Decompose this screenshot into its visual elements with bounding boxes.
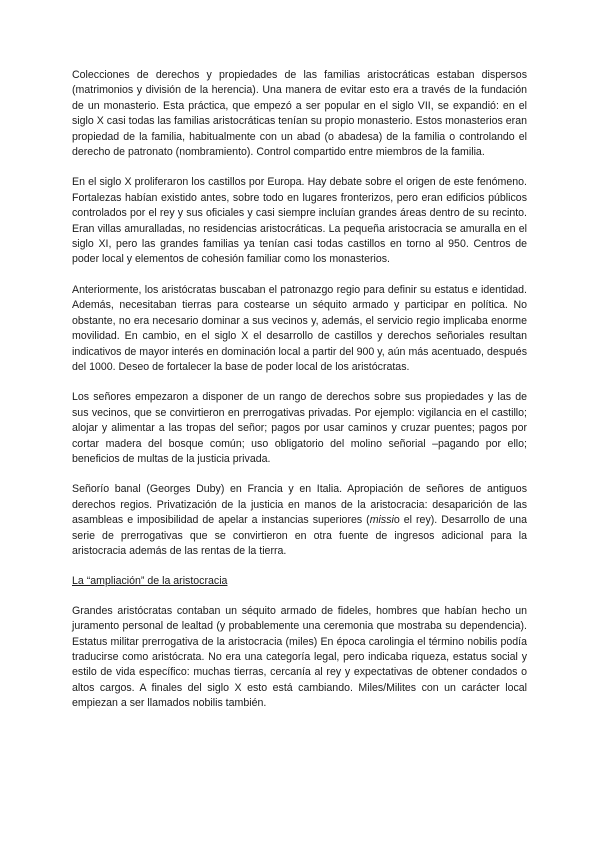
paragraph-aristocracy-expansion: Grandes aristócratas contaban un séquito armado de fideles, hombres que habían hecho un juramento personal de lealtad (y probablemente una ceremonia que mostraba su dependencia). Estatus militar prerrogativa de la aristocracia (miles) En época carolingia el término nobilis podía traducirse como aristócrata. No era una categoría legal, pero indicaba riqueza, estatus social y estilo de vida específico: muchas tierras, cercanía al rey y expectativas de obtener condados o altos cargos. A finales del siglo X esto está cambiando. Miles/Milites con un carácter local empiezan a ser llamados nobilis también. (72, 604, 527, 710)
paragraph-banal-lordship-part2: o el rey). Desarrollo de una serie de prerrogativas que se convirtieron en otra fuente de ingresos adicional para la aristocracia además de las rentas de la tierra. (72, 514, 527, 557)
paragraph-banal-lordship-italic: missi (369, 514, 394, 527)
paragraph-banal-lordship-part1: Señorío banal (Georges Duby) en Francia y en Italia. Apropiación de señores de antiguos derechos regios. Privatización de la justicia en manos de la aristocracia: desaparición de las asambleas e imposibilidad de apelar a instancias superiores ( (72, 483, 527, 527)
paragraph-banal-lordship (72, 482, 527, 559)
document-page (72, 68, 527, 727)
paragraph-castles: En el siglo X proliferaron los castillos por Europa. Hay debate sobre el origen de este fenómeno. Fortalezas habían existido antes, sobre todo en lugares fronterizos, pero eran edificios públicos controlados por el rey y sus oficiales y casi siempre incluían grandes áreas dentro de su recinto. Eran villas amuralladas, no residencias aristocráticas. La pequeña aristocracia se amuralla en el siglo XI, pero las grandes familias ya tenían casi todas castillos en torno al 950. Centros de poder local y elementos de cohesión familiar como los monasterios. (72, 176, 527, 266)
paragraph-royal-patronage: Anteriormente, los aristócratas buscaban el patronazgo regio para definir su estatus e identidad. Además, necesitaban tierras para costearse un séquito armado y participar en política. No obstante, no era necesario dominar a sus vecinos y, además, el servicio regio implicaba enorme movilidad. En cambio, en el siglo X el desarrollo de castillos y derechos señoriales resultan indicativos de mayor interés en dominación local a partir del 900 y, aún más acentuado, después del 1000. Deseo de fortalecer la base de poder local de los aristócratas. (72, 283, 527, 373)
paragraph-monasteries: Colecciones de derechos y propiedades de las familias aristocráticas estaban dispersos (matrimonios y división de la herencia). Una manera de evitar esto era a través de la fundación de un monasterio. Esta práctica, que empezó a ser popular en el siglo VII, se expandió: en el siglo X casi todas las familias aristocráticas tenían su propio monasterio. Estos monasterios eran propiedad de la familia, habitualmente con un abad (o abadesa) de la familia o controlando el derecho de patronato (nombramiento). Control compartido entre miembros de la familia. (72, 69, 527, 159)
section-heading: La “ampliación” de la aristocracia (72, 575, 228, 588)
paragraph-seigneurial-rights: Los señores empezaron a disponer de un rango de derechos sobre sus propiedades y las de sus vecinos, que se convirtieron en prerrogativas privadas. Por ejemplo: vigilancia en el castillo; alojar y alimentar a las tropas del señor; pagos por usar caminos y cruzar puentes; pagos por cortar madera del bosque común; uso obligatorio del molino señorial –pagando por ello; beneficios de multas de la justicia privada. (72, 391, 527, 465)
